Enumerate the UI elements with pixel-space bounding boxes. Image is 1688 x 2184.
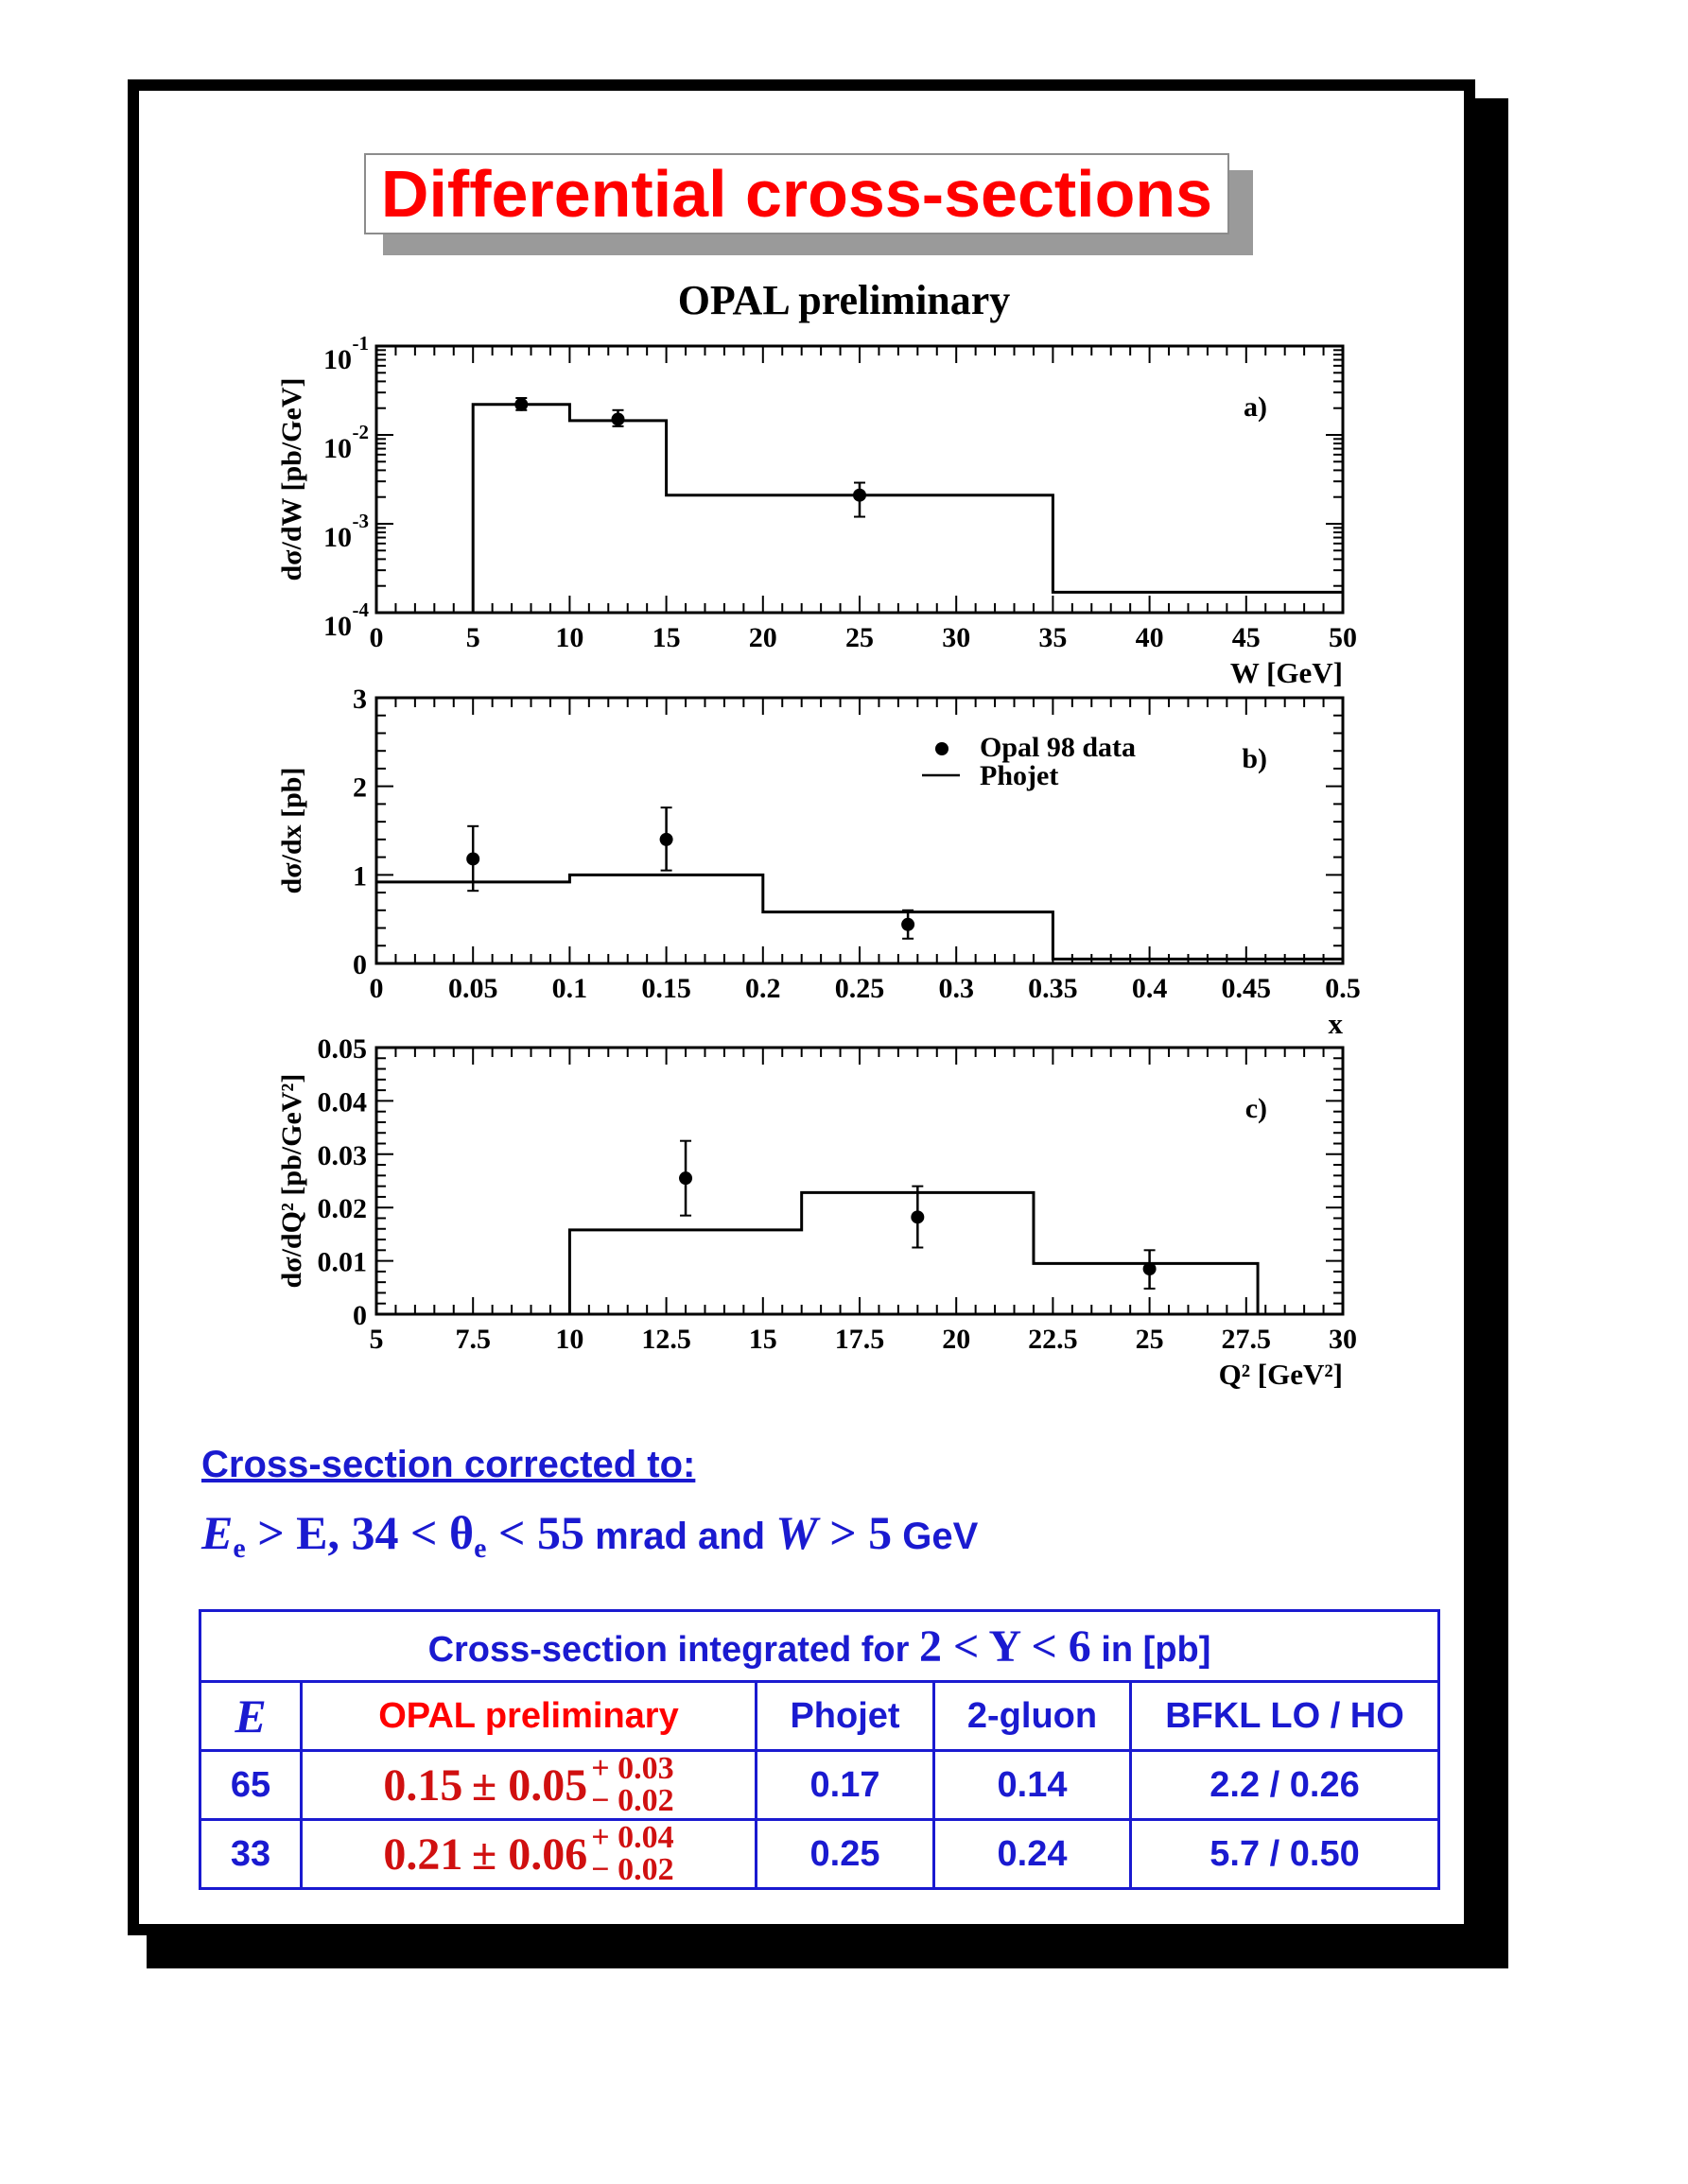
y-tick-label: 3	[353, 684, 367, 715]
y-tick-exponent: -4	[352, 598, 369, 621]
x-tick-label: 10	[555, 622, 584, 653]
x-tick-label: 25	[1135, 1324, 1164, 1355]
y-tick-label: 2	[353, 771, 367, 804]
data-point	[466, 852, 479, 865]
caption-math: 2 < Y < 6	[918, 1621, 1091, 1672]
row-2gluon: 0.24	[934, 1820, 1131, 1889]
x-tick-label: 5	[465, 622, 480, 653]
panel-label: a)	[1244, 391, 1267, 423]
x-tick-label: 12.5	[641, 1324, 691, 1355]
y-tick-label: 0.04	[317, 1086, 367, 1118]
row-bfkl: 5.7 / 0.50	[1131, 1820, 1439, 1889]
cond-upper: < 55	[486, 1506, 584, 1559]
x-tick-label: 50	[1329, 622, 1357, 653]
y-tick-label: 0.05	[317, 1033, 367, 1065]
header-phojet: Phojet	[757, 1682, 934, 1751]
x-tick-label: 20	[748, 622, 777, 653]
chart-title: OPAL preliminary	[677, 277, 1011, 323]
x-tick-label: 10	[555, 1324, 584, 1355]
cond-range: > E, 34 < θ	[245, 1506, 475, 1559]
y-tick-exponent: -3	[352, 510, 369, 532]
y-tick-exponent: -2	[352, 421, 369, 443]
panel-3	[276, 1033, 1357, 1391]
x-tick-label: 0.25	[834, 973, 885, 1004]
x-tick-label: 0.5	[1325, 973, 1361, 1004]
plot-frame	[376, 346, 1343, 613]
table-row	[200, 1820, 1439, 1889]
panel-2	[276, 684, 1361, 1040]
row-opal-value: 0.21 ± 0.06 + 0.04 − 0.02	[302, 1820, 757, 1889]
x-tick-label: 0.2	[745, 973, 781, 1004]
x-axis-label: W [GeV]	[1229, 656, 1343, 689]
table-row	[200, 1751, 1439, 1820]
x-tick-label: 0.4	[1131, 973, 1168, 1004]
row-e: 65	[200, 1751, 302, 1820]
y-tick-label: 10	[323, 611, 352, 642]
cond-gev: GeV	[892, 1516, 979, 1557]
x-tick-label: 0.1	[551, 973, 588, 1004]
data-point	[612, 412, 625, 425]
x-tick-label: 0.15	[641, 973, 691, 1004]
data-point	[1143, 1262, 1157, 1275]
corrected-heading: Cross-section corrected to:	[201, 1444, 696, 1485]
row-opal-value: 0.15 ± 0.05 + 0.03 − 0.02	[302, 1751, 757, 1820]
phojet-histogram	[569, 1192, 1258, 1314]
x-tick-label: 0.05	[447, 973, 498, 1004]
x-tick-label: 22.5	[1028, 1324, 1078, 1355]
plot-frame	[376, 1048, 1343, 1314]
y-tick-label: 10	[323, 433, 352, 464]
x-tick-label: 15	[652, 622, 681, 653]
row-e: 33	[200, 1820, 302, 1889]
x-tick-label: 17.5	[834, 1324, 885, 1355]
x-tick-label: 27.5	[1221, 1324, 1272, 1355]
y-tick-exponent: -1	[352, 332, 369, 355]
y-tick-label: 0.03	[317, 1139, 367, 1171]
data-point	[911, 1210, 924, 1223]
caption-post: in [pb]	[1090, 1629, 1211, 1670]
legend-label: Phojet	[980, 760, 1059, 791]
data-point	[853, 489, 866, 502]
x-tick-label: 0	[369, 973, 384, 1004]
header-bfkl: BFKL LO / HO	[1131, 1682, 1439, 1751]
y-tick-label: 0	[353, 949, 367, 980]
x-tick-label: 15	[748, 1324, 777, 1355]
cond-w: W	[775, 1506, 818, 1559]
table-caption	[200, 1611, 1439, 1682]
row-phojet: 0.17	[757, 1751, 934, 1820]
data-point	[514, 398, 528, 411]
legend-marker-point	[935, 742, 948, 755]
y-tick-label: 0.01	[317, 1246, 367, 1278]
cond-e: E	[201, 1506, 234, 1559]
header-2gluon: 2-gluon	[934, 1682, 1131, 1751]
plot-frame	[376, 698, 1343, 963]
header-opal: OPAL preliminary	[302, 1682, 757, 1751]
x-axis-label: Q² [GeV²]	[1218, 1358, 1343, 1391]
cond-sub-e: e	[233, 1533, 246, 1564]
panel-label: b)	[1242, 743, 1267, 774]
x-tick-label: 20	[942, 1324, 971, 1355]
y-tick-label: 10	[323, 522, 352, 553]
row-2gluon: 0.14	[934, 1751, 1131, 1820]
y-tick-label: 0.02	[317, 1193, 367, 1225]
cond-w-value: > 5	[817, 1506, 893, 1559]
panel-1	[276, 332, 1357, 689]
x-tick-label: 5	[369, 1324, 384, 1355]
y-tick-label: 1	[353, 860, 367, 893]
phojet-histogram	[473, 405, 1343, 613]
x-tick-label: 7.5	[455, 1324, 491, 1355]
cond-sub-theta: e	[474, 1533, 487, 1564]
row-bfkl: 2.2 / 0.26	[1131, 1751, 1439, 1820]
x-tick-label: 30	[1329, 1324, 1357, 1355]
panel-label: c)	[1244, 1093, 1267, 1124]
slide-title: Differential cross-sections	[380, 157, 1213, 231]
x-tick-label: 40	[1135, 622, 1164, 653]
y-axis-label: dσ/dQ² [pb/GeV²]	[276, 1073, 307, 1289]
data-point	[660, 833, 673, 846]
cond-mrad: mrad and	[583, 1516, 776, 1557]
correction-condition	[201, 1505, 978, 1565]
x-tick-label: 25	[845, 622, 874, 653]
y-axis-label: dσ/dx [pb]	[276, 767, 307, 894]
caption-pre: Cross-section integrated for	[427, 1629, 919, 1670]
data-point	[901, 918, 914, 931]
header-e: E	[200, 1682, 302, 1751]
x-tick-label: 35	[1038, 622, 1068, 653]
x-tick-label: 0.45	[1221, 973, 1272, 1004]
x-tick-label: 0.35	[1028, 973, 1078, 1004]
x-axis-label: x	[1328, 1007, 1343, 1040]
x-tick-label: 0.3	[938, 973, 974, 1004]
y-axis-label: dσ/dW [pb/GeV]	[276, 377, 307, 581]
y-tick-label: 10	[323, 344, 352, 375]
x-tick-label: 45	[1231, 622, 1261, 653]
data-point	[679, 1171, 692, 1185]
legend-label: Opal 98 data	[980, 732, 1137, 763]
y-tick-label: 0	[353, 1300, 367, 1331]
cross-section-table	[199, 1609, 1440, 1890]
x-tick-label: 30	[942, 622, 971, 653]
x-tick-label: 0	[369, 622, 384, 653]
row-phojet: 0.25	[757, 1820, 934, 1889]
